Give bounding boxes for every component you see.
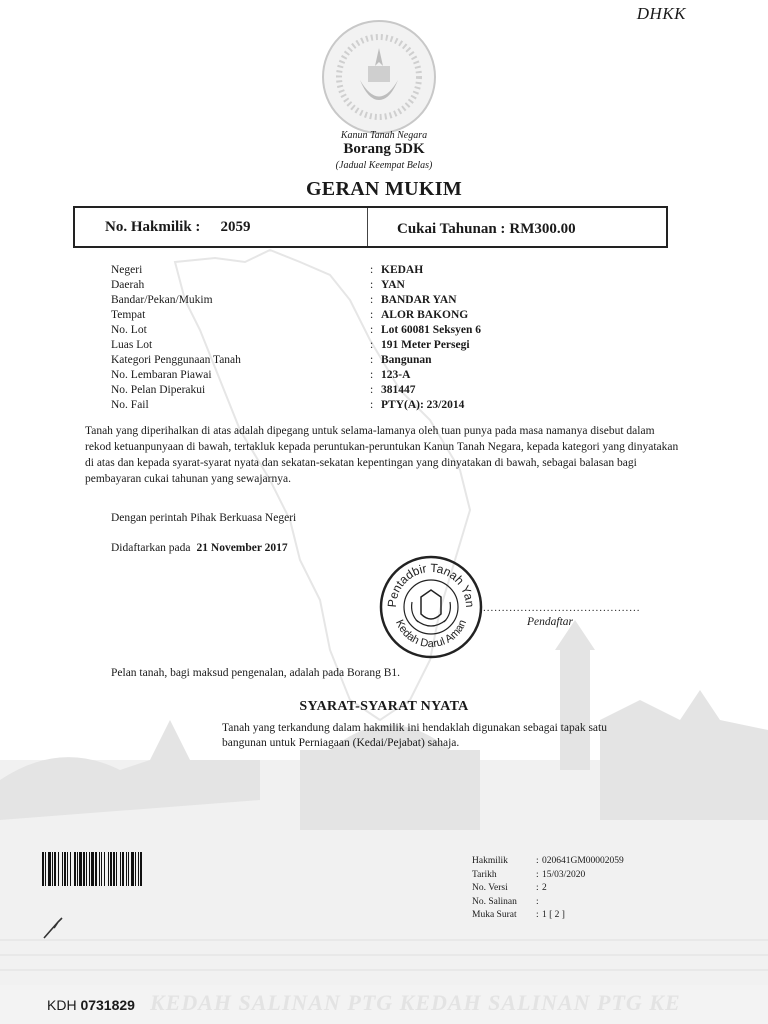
detail-label: No. Lembaran Piawai (111, 369, 212, 381)
detail-row: Daerah : YAN (111, 279, 405, 291)
detail-row: No. Pelan Diperakui : 381447 (111, 384, 416, 396)
meta-label: No. Versi (472, 883, 508, 893)
detail-value: KEDAH (381, 264, 424, 276)
meta-value: 2 (542, 883, 547, 893)
document-code: DHKK (636, 4, 686, 23)
detail-label: No. Pelan Diperakui (111, 384, 206, 396)
detail-label: No. Fail (111, 399, 149, 411)
schedule-note: (Jadual Keempat Belas) (335, 160, 433, 171)
serial-value: 0731829 (80, 997, 135, 1013)
act-name: Kanun Tanah Negara (340, 130, 428, 141)
detail-label: Bandar/Pekan/Mukim (111, 294, 213, 306)
detail-row: No. Lembaran Piawai : 123-A (111, 369, 411, 381)
meta-label: Muka Surat (472, 910, 517, 920)
detail-row: No. Fail : PTY(A): 23/2014 (111, 399, 465, 411)
detail-label: Luas Lot (111, 339, 153, 351)
serial-number (47, 997, 135, 1013)
meta-label: Hakmilik (472, 856, 508, 866)
detail-value: BANDAR YAN (381, 294, 457, 306)
signature-line: .......................................... (483, 602, 641, 614)
stamp-bottom-text: Kedah Darul Aman (392, 618, 470, 651)
conditions-heading: SYARAT-SYARAT NYATA (299, 699, 469, 714)
title-box-divider (367, 208, 368, 246)
meta-row: No. Salinan : (472, 896, 624, 910)
detail-row: Bandar/Pekan/Mukim : BANDAR YAN (111, 294, 457, 306)
detail-value: ALOR BAKONG (381, 309, 469, 321)
hakmilik-field (105, 219, 250, 236)
meta-row: Muka Surat : 1 [ 2 ] (472, 909, 624, 923)
copy-watermark: KEDAH SALINAN PTG KEDAH SALINAN PTG KE (150, 990, 681, 1015)
detail-value: 123-A (381, 369, 411, 381)
registered-date: 21 November 2017 (196, 542, 288, 554)
land-details (111, 263, 481, 413)
detail-row: Negeri : KEDAH (111, 264, 424, 276)
detail-value: 381447 (381, 384, 416, 396)
meta-value: 15/03/2020 (542, 869, 586, 880)
form-number: Borang 5DK (343, 141, 425, 157)
detail-row: Luas Lot : 191 Meter Persegi (111, 339, 470, 351)
plan-note: Pelan tanah, bagi maksud pengenalan, adalah pada Borang B1. (111, 667, 401, 679)
detail-label: Tempat (111, 309, 146, 321)
pen-mark-icon (40, 912, 70, 940)
authority-order: Dengan perintah Pihak Berkuasa Negeri (111, 512, 297, 524)
hakmilik-value: 2059 (220, 219, 251, 235)
meta-row: No. Versi : 2 (472, 882, 624, 896)
serial-prefix: KDH (47, 997, 77, 1013)
registrar-label: Pendaftar (527, 616, 573, 628)
conditions-text: Tanah yang terkandung dalam hakmilik ini hendaklah digunakan sebagai tapak satu bangunan untuk Perniagaan (Kedai/Pejabat) sahaja. (222, 722, 607, 749)
detail-value: Bangunan (381, 354, 432, 366)
cukai-value: RM300.00 (509, 221, 576, 237)
detail-label: Daerah (111, 279, 145, 291)
meta-label: Tarikh (472, 869, 497, 880)
detail-row: Tempat : ALOR BAKONG (111, 309, 469, 321)
detail-row: Kategori Penggunaan Tanah : Bangunan (111, 354, 432, 366)
detail-value: 191 Meter Persegi (381, 339, 470, 351)
stamp-top-text: Pentadbir Tanah Yan (384, 560, 478, 608)
detail-value: PTY(A): 23/2014 (381, 399, 465, 411)
land-office-stamp (376, 552, 486, 662)
cukai-label: Cukai Tahunan : (397, 221, 506, 237)
meta-row: Hakmilik : 020641GM00002059 (472, 855, 624, 869)
tenure-paragraph: Tanah yang diperihalkan di atas adalah dipegang untuk selama-lamanya oleh tuan punya pada masa namanya disebut dalam rekod ketuanpunyaan di bawah, tertakluk kepada peruntukan-peruntukan Kanun Tanah Negara, kepada kategori yang dinyatakan di atas dan kepada syarat-syarat nyata dan sekatan-sekatan kepentingan yang dinyatakan di bawah, sebagai balasan bagi pembayaran cukai tahunan yang sewajarnya. (85, 425, 679, 485)
document-meta (472, 855, 624, 923)
detail-label: Negeri (111, 264, 143, 276)
document-title: GERAN MUKIM (305, 178, 463, 200)
hakmilik-label: No. Hakmilik : (105, 219, 201, 235)
title-box (73, 206, 668, 248)
meta-value: 020641GM00002059 (542, 856, 624, 866)
cukai-field (397, 221, 576, 238)
state-emblem-icon (320, 18, 438, 136)
meta-row: Tarikh : 15/03/2020 (472, 869, 624, 883)
registration-line (111, 542, 288, 554)
barcode (42, 852, 212, 886)
detail-label: No. Lot (111, 324, 147, 336)
detail-label: Kategori Penggunaan Tanah (111, 354, 241, 366)
detail-value: YAN (381, 279, 405, 291)
meta-label: No. Salinan (472, 896, 517, 907)
meta-value: 1 [ 2 ] (542, 910, 565, 920)
detail-row: No. Lot : Lot 60081 Seksyen 6 (111, 324, 481, 336)
detail-value: Lot 60081 Seksyen 6 (381, 324, 481, 336)
registered-label: Didaftarkan pada (111, 542, 191, 554)
